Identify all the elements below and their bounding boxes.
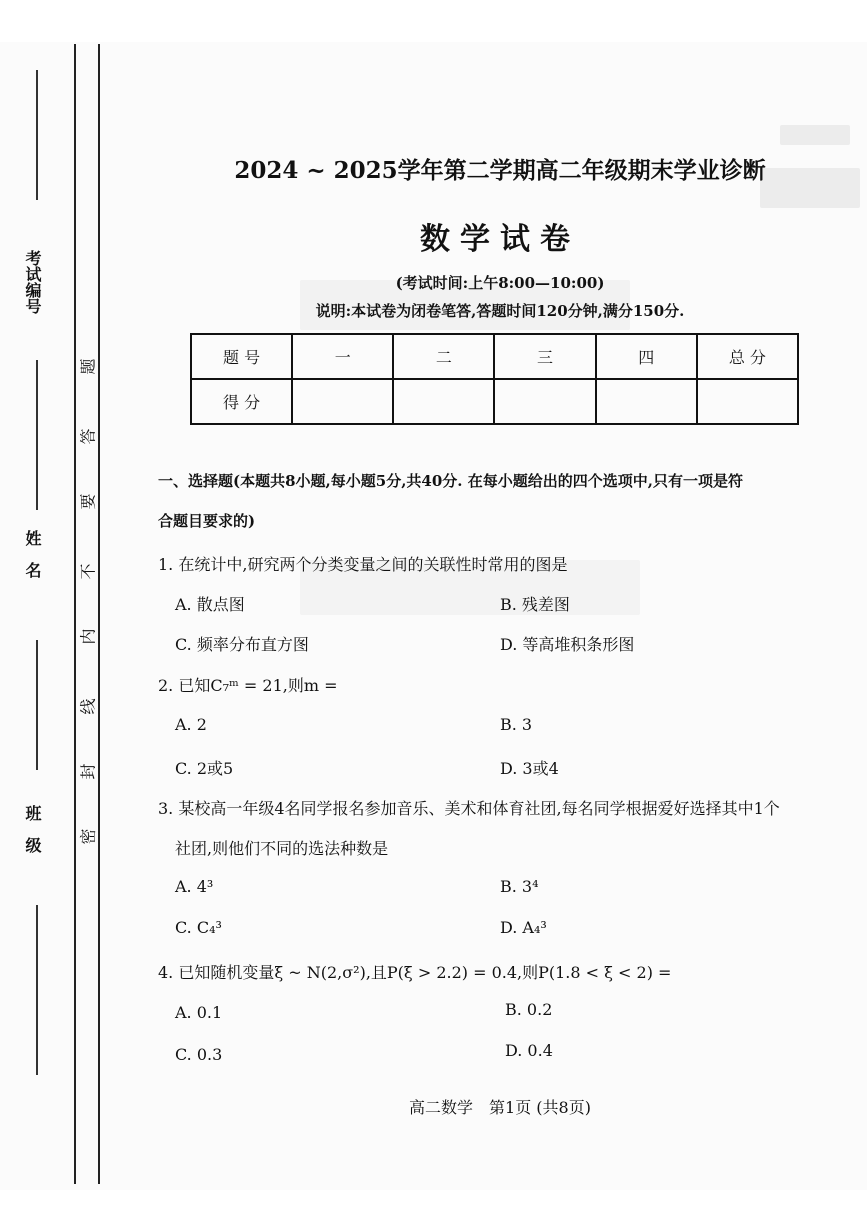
exam-instructions: 说明:本试卷为闭卷笔答,答题时间120分钟,满分150分.	[315, 302, 685, 320]
option-a: A. 0.1	[175, 1003, 223, 1022]
score-table	[190, 333, 799, 425]
option-d: D. A₄³	[500, 918, 547, 937]
seal-text-char: 题	[78, 358, 98, 375]
option-d: D. 3或4	[500, 759, 559, 778]
page-footer: 高二数学 第1页 (共8页)	[409, 1098, 591, 1117]
option-c: C. C₄³	[175, 918, 222, 937]
score-table-score-row	[191, 379, 798, 424]
score-table-header-cell: 一	[292, 334, 393, 379]
option-a: A. 4³	[175, 877, 214, 896]
section-intro-line: 一、选择题(本题共8小题,每小题5分,共40分. 在每小题给出的四个选项中,只有一项是符	[158, 472, 743, 490]
student-id-line	[36, 905, 38, 1075]
section-intro-line: 合题目要求的)	[158, 512, 256, 530]
class-line	[36, 640, 38, 770]
question-stem: 4. 已知随机变量ξ ~ N(2,σ²),且P(ξ > 2.2) = 0.4,则P(1.8 < ξ < 2) =	[158, 963, 672, 982]
score-row-label: 得 分	[191, 379, 292, 424]
score-cell	[697, 379, 798, 424]
seal-text-char: 封	[78, 763, 98, 780]
option-b: B. 0.2	[505, 1000, 553, 1019]
option-c: C. 频率分布直方图	[175, 635, 309, 654]
seal-text-char: 不	[78, 563, 98, 580]
seal-text-char: 线	[78, 698, 98, 715]
option-a: A. 散点图	[175, 595, 245, 614]
score-cell	[292, 379, 393, 424]
option-c: C. 2或5	[175, 759, 234, 778]
scan-bottom-border	[0, 1190, 867, 1227]
binding-line-inner	[98, 44, 100, 1184]
question-stem: 3. 某校高一年级4名同学报名参加音乐、美术和体育社团,每名同学根据爱好选择其中1个	[158, 799, 780, 818]
exam-time: (考试时间:上午8:00—10:00)	[395, 274, 605, 292]
seal-text-char: 要	[78, 493, 98, 510]
score-table-header-cell: 二	[393, 334, 494, 379]
score-table-header-cell: 三	[494, 334, 595, 379]
option-b: B. 3⁴	[500, 877, 539, 896]
score-cell	[393, 379, 494, 424]
exam-number-line	[36, 70, 38, 200]
seal-text-char: 答	[78, 428, 98, 445]
question-stem: 社团,则他们不同的选法种数是	[175, 839, 389, 858]
subject-title: 数学试卷	[420, 222, 580, 257]
score-table-header-cell: 题 号	[191, 334, 292, 379]
score-table-header-cell: 四	[596, 334, 697, 379]
score-cell	[596, 379, 697, 424]
exam-number-label: 考试编号	[23, 250, 42, 314]
score-cell	[494, 379, 595, 424]
question-stem: 1. 在统计中,研究两个分类变量之间的关联性时常用的图是	[158, 555, 568, 574]
option-c: C. 0.3	[175, 1045, 223, 1064]
option-b: B. 3	[500, 715, 533, 734]
seal-text-char: 内	[78, 628, 98, 645]
question-stem: 2. 已知C₇ᵐ = 21,则m =	[158, 676, 338, 695]
seal-text-char: 密	[78, 828, 98, 845]
binding-line-outer	[74, 44, 76, 1184]
score-table-header-row	[191, 334, 798, 379]
class-label: 班 级	[23, 805, 42, 853]
name-line	[36, 360, 38, 510]
option-b: B. 残差图	[500, 595, 570, 614]
bleed-through-mark	[780, 125, 850, 145]
name-label: 姓 名	[23, 530, 42, 578]
option-d: D. 等高堆积条形图	[500, 635, 635, 654]
scan-top-border	[0, 0, 867, 42]
option-a: A. 2	[175, 715, 207, 734]
score-table-header-cell: 总 分	[697, 334, 798, 379]
exam-title: 2024 ~ 2025学年第二学期高二年级期末学业诊断	[234, 157, 766, 184]
option-d: D. 0.4	[505, 1041, 553, 1060]
